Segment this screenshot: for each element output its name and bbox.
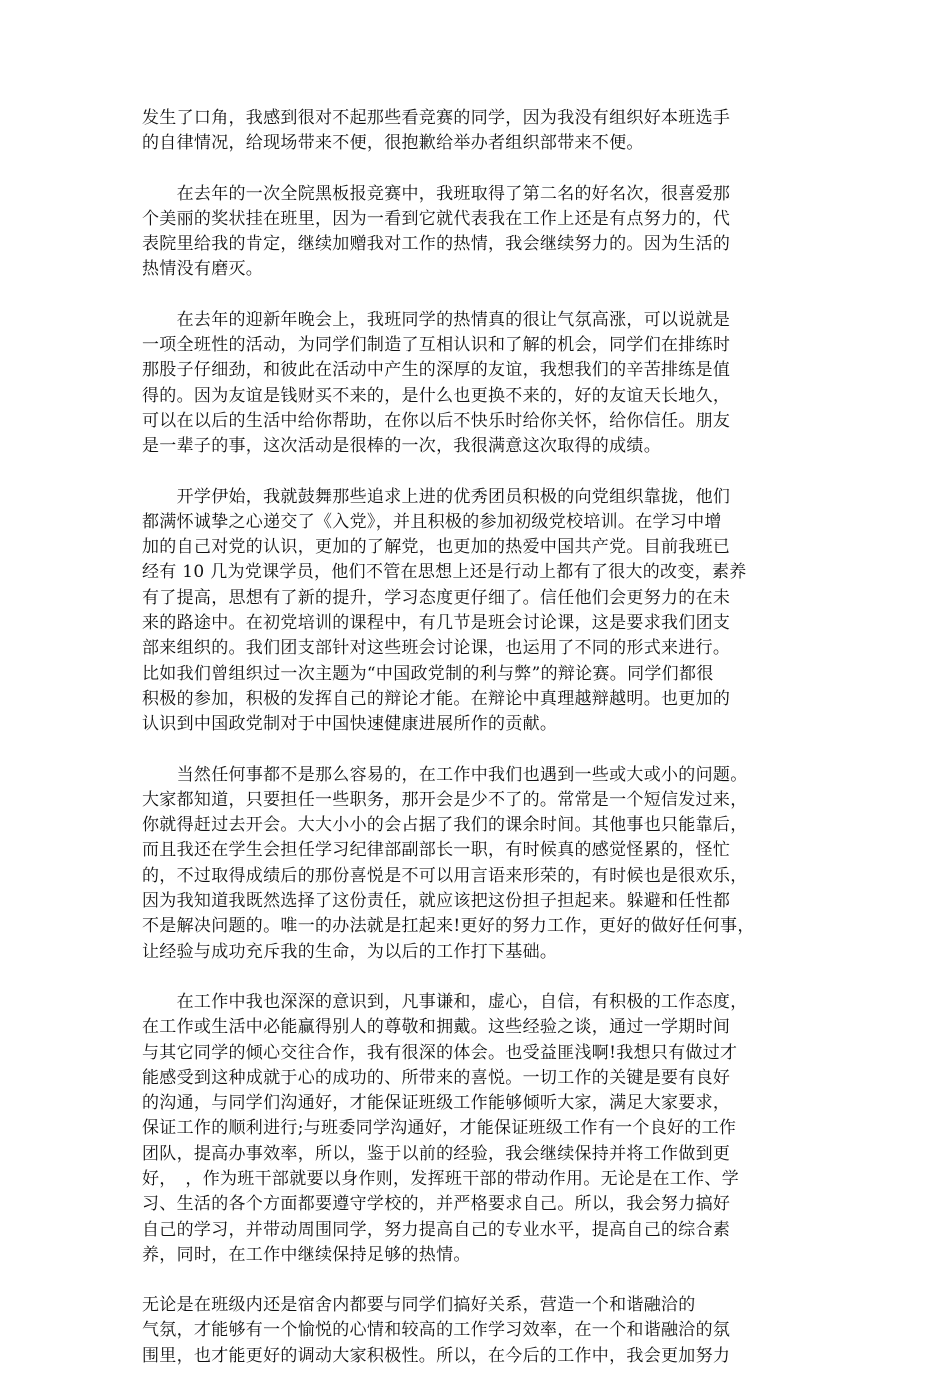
paragraph-7: 无论是在班级内还是宿舍内都要与同学们搞好关系，营造一个和谐融洽的 气氛，才能够有一个愉悦的心情和较高的工作学习效率，在一个和谐融洽的氛 围里，也才能更好的调动大家积极性。所以，在今后的工作中，我会更加努力 — [142, 1295, 731, 1366]
paragraph-1: 发生了口角，我感到很对不起那些看竞赛的同学，因为我没有组织好本班选手 的自律情况，给现场带来不便，很抱歉给举办者组织部带来不便。 — [142, 108, 731, 154]
paragraph-6: 在工作中我也深深的意识到，凡事谦和，虚心，自信，有积极的工作态度， 在工作或生活中必能赢得别人的尊敬和拥戴。这些经验之谈，通过一学期时间 与其它同学的倾心交往合作，我有很深的体会。也受益匪浅啊!我想只有做过才 能感受到这种成就于心的成功的、所带来的喜悦。一切工作的关键是要有良好 的沟通，与同学们沟通好，才能保证班级工作能够倾听大家，满足大家要求， 保证工作的顺利进行;与班委同学沟通好，才能保证班级工作有一个良好的工作 团队，提高办事效率，所以，鉴于以前的经验，我会继续保持并将工作做到更 好， ，作为班干部就要以身作则，发挥班干部的带动作用。无论是在工作、学 习、生活的各个方面都要遵守学校的，并严格要求自己。所以，我会努力搞好 自己的学习，并带动周围同学，努力提高自己的专业水平，提高自己的综合素 养，同时，在工作中继续保持足够的热情。 — [142, 991, 748, 1265]
document-body — [142, 106, 814, 1394]
paragraph-4: 开学伊始，我就鼓舞那些追求上进的优秀团员积极的向党组织靠拢，他们 都满怀诚挚之心递交了《入党》，并且积极的参加初级党校培训。在学习中增 加的自己对党的认识，更加的了解党，也更加的热爱中国共产党。目前我班已 经有 10 几为党课学员，他们不管在思想上还是行动上都有了很大的改变，素养 有了提高，思想有了新的提升，学习态度更仔细了。信任他们会更努力的在未 来的路途中。在初党培训的课程中，有几节是班会讨论课，这是要求我们团支 部来组织的。我们团支部针对这些班会讨论课，也运用了不同的形式来进行。 比如我们曾组织过一次主题为“中国政党制的利与弊”的辩论赛。同学们都很 积极的参加，积极的发挥自己的辩论才能。在辩论中真理越辩越明。也更加的 认识到中国政党制对于中国快速健康进展所作的贡献。 — [142, 486, 747, 735]
paragraph-5: 当然任何事都不是那么容易的，在工作中我们也遇到一些或大或小的问题。 大家都知道，只要担任一些职务，那开会是少不了的。常常是一个短信发过来， 你就得赶过去开会。大大小小的会占据了我们的课余时间。其他事也只能靠后， 而且我还在学生会担任学习纪律部副部长一职，有时候真的感觉怪累的，怪忙 的，不过取得成绩后的那份喜悦是不可以用言语来形荣的，有时候也是很欢乐， 因为我知道我既然选择了这份责任，就应该把这份担子担起来。躲避和任性都 不是解决问题的。唯一的办法就是扛起来!更好的努力工作，更好的做好任何事， 让经验与成功充斥我的生命，为以后的工作打下基础。 — [142, 764, 755, 962]
paragraph-2: 在去年的一次全院黑板报竞赛中，我班取得了第二名的好名次，很喜爱那 个美丽的奖状挂在班里，因为一看到它就代表我在工作上还是有点努力的，代 表院里给我的肯定，继续加赠我对工作的热情，我会继续努力的。因为生活的 热情没有磨灭。 — [142, 183, 731, 280]
paragraph-3: 在去年的迎新年晚会上，我班同学的热情真的很让气氛高涨，可以说就是 一项全班性的活动，为同学们制造了互相认识和了解的机会，同学们在排练时 那股子仔细劲，和彼此在活动中产生的深厚的友谊，我想我们的辛苦排练是值 得的。因为友谊是钱财买不来的，是什么也更换不来的，好的友谊天长地久， 可以在以后的生活中给你帮助，在你以后不快乐时给你关怀，给你信任。朋友 是一辈子的事，这次活动是很棒的一次，我很满意这次取得的成绩。 — [142, 309, 731, 457]
